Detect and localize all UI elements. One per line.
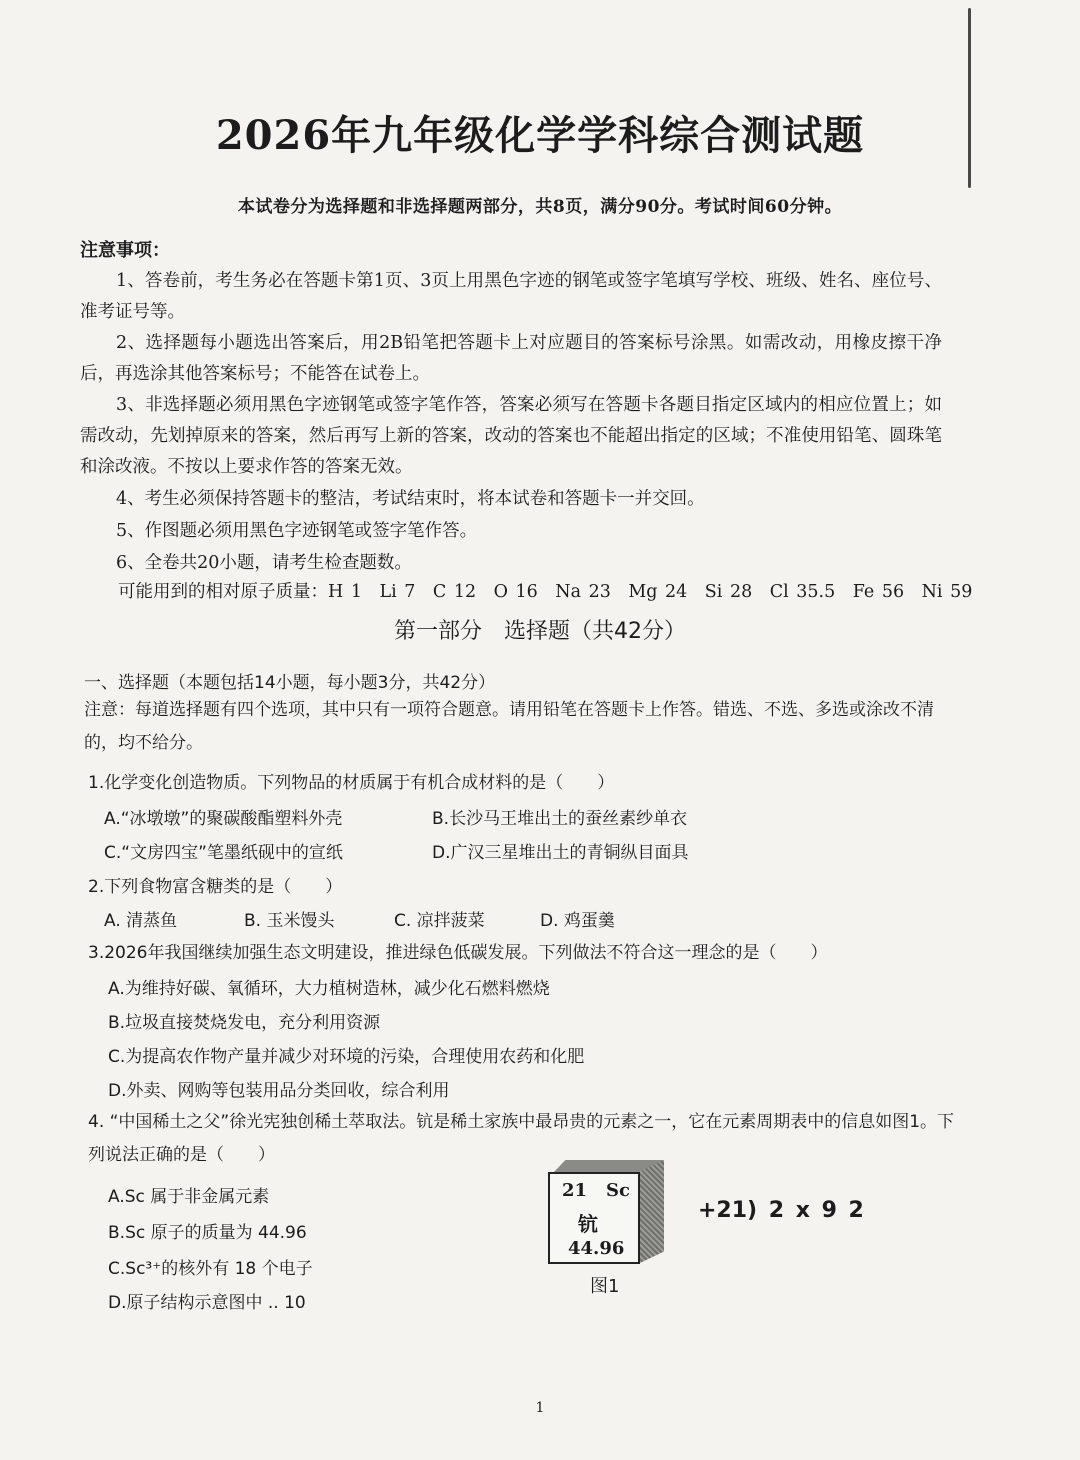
q2-option-b: B. 玉米馒头 [244,911,335,931]
q2-option-a: A. 清蒸鱼 [104,911,178,931]
page-number: 1 [535,1400,545,1416]
atomic-mass: 44.96 [568,1238,625,1259]
q2-stem: 2.下列食物富含糖类的是（ ） [88,877,343,897]
q2-option-d: D. 鸡蛋羹 [540,911,615,931]
scan-edge-line [968,8,971,188]
note-item-3: 3、非选择题必须用黑色字迹钢笔或签字笔作答，答案必须写在答题卡各题目指定区域内的相应位置上；如需改动，先划掉原来的答案，然后再写上新的答案，改动的答案也不能超出指定的区域；不准使用铅笔、圆珠笔和涂改液。不按以上要求作答的答案无效。 [80,395,942,477]
q1-option-a: A.“冰墩墩”的聚碳酸酯塑料外壳 [104,809,343,829]
figure-caption: 图1 [590,1276,620,1297]
atomic-number: 21 [562,1180,588,1201]
section-title: 一、选择题（本题包括14小题，每小题3分，共42分） [84,673,496,693]
atomic-mass-line: 可能用到的相对原子质量：H 1 Li 7 C 12 O 16 Na 23 Mg 24 Si 28 Cl 35.5 Fe 56 Ni 59 [118,582,973,602]
q3-option-c: C.为提高农作物产量并减少对环境的污染，合理使用农药和化肥 [108,1047,585,1067]
q1-option-c: C.“文房四宝”笔墨纸砚中的宣纸 [104,843,343,863]
q3-option-d: D.外卖、网购等包装用品分类回收，综合利用 [108,1081,450,1101]
q3-option-b: B.垃圾直接焚烧发电，充分利用资源 [108,1013,381,1033]
exam-subtitle: 本试卷分为选择题和非选择题两部分，共8页，满分90分。考试时间60分钟。 [237,197,843,217]
element-symbol: Sc [606,1180,630,1201]
cube-front-face [548,1172,640,1264]
q1-option-d: D.广汉三星堆出土的青铜纵目面具 [432,843,689,863]
q1-option-b: B.长沙马王堆出土的蚕丝素纱单衣 [432,809,688,829]
cube-side-face [638,1160,664,1264]
note-item-2: 2、选择题每小题选出答案后，用2B铅笔把答题卡上对应题目的答案标号涂黑。如需改动，用橡皮擦干净后，再选涂其他答案标号；不能答在试卷上。 [80,333,942,384]
note-item-6: 6、全卷共20小题，请考生检查题数。 [116,553,412,573]
element-name: 钪 [578,1212,598,1236]
q4-option-b: B.Sc 原子的质量为 44.96 [108,1223,307,1243]
q4-option-d: D.原子结构示意图中 .. 10 [108,1293,306,1313]
part1-heading: 第一部分 选择题（共42分） [394,619,686,644]
q2-option-c: C. 凉拌菠菜 [394,911,485,931]
atom-structure-diagram: +21) 2 x 9 2 [698,1198,864,1223]
notes-heading: 注意事项： [80,240,170,261]
section-note: 注意：每道选择题有四个选项，其中只有一项符合题意。请用铅笔在答题卡上作答。错选、不选、多选或涂改不清的，均不给分。 [84,700,934,753]
note-item-1: 1、答卷前，考生务必在答题卡第1页、3页上用黑色字迹的钢笔或签字笔填写学校、班级、姓名、座位号、准考证号等。 [80,271,942,322]
q4-option-a: A.Sc 属于非金属元素 [108,1187,270,1207]
q4-option-c: C.Sc³⁺的核外有 18 个电子 [108,1259,313,1279]
q3-option-a: A.为维持好碳、氧循环，大力植树造林，减少化石燃料燃烧 [108,979,550,999]
note-item-4: 4、考生必须保持答题卡的整洁，考试结束时，将本试卷和答题卡一并交回。 [116,489,705,509]
scandium-element-card [548,1160,666,1266]
q1-stem: 1.化学变化创造物质。下列物品的材质属于有机合成材料的是（ ） [88,773,615,793]
q3-stem: 3.2026年我国继续加强生态文明建设，推进绿色低碳发展。下列做法不符合这一理念的是（ ） [88,943,828,963]
exam-title: 2026年九年级化学学科综合测试题 [215,112,865,159]
q4-stem: 4. “中国稀土之父”徐光宪独创稀土萃取法。钪是稀土家族中最昂贵的元素之一，它在元素周期表中的信息如图1。下列说法正确的是（ ） [88,1112,955,1165]
note-item-5: 5、作图题必须用黑色字迹钢笔或签字笔作答。 [116,521,478,541]
